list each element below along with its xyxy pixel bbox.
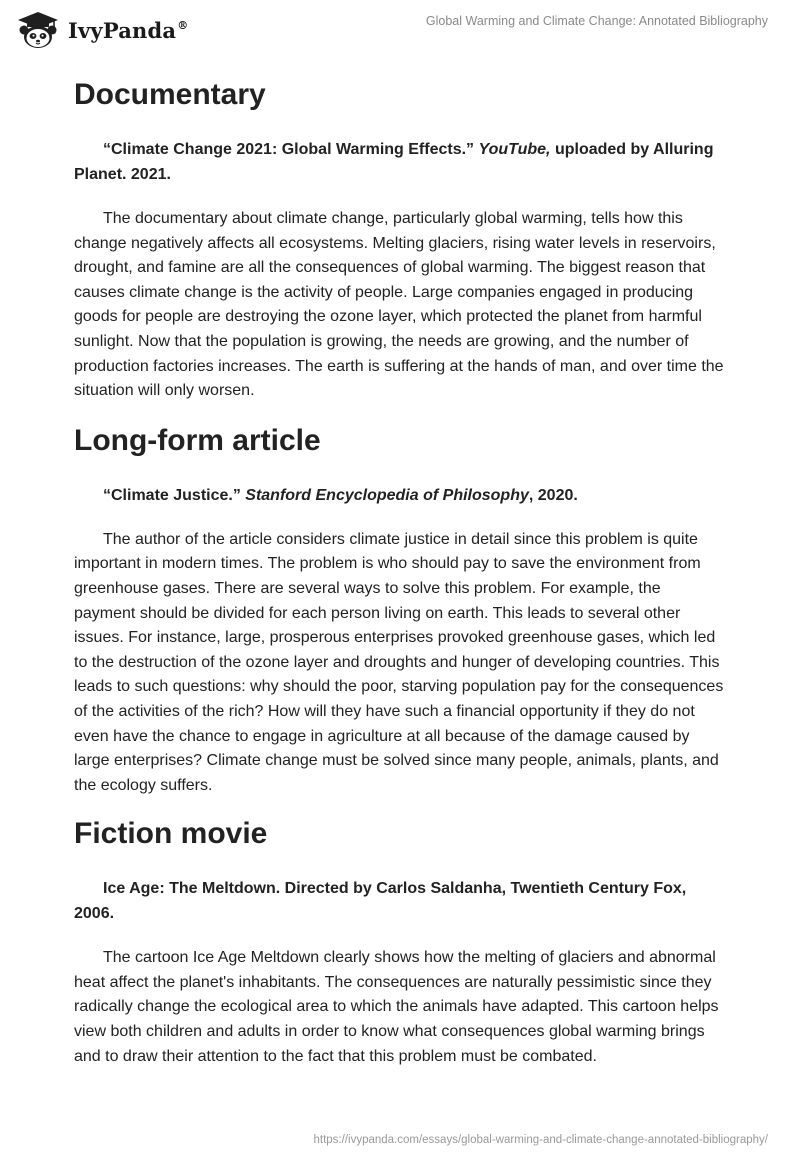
page-header (0, 0, 800, 62)
document-title: Global Warming and Climate Change: Annotated Bibliography (425, 14, 768, 28)
document-body (74, 66, 726, 1069)
section-fiction-movie (74, 811, 726, 1069)
brand-name: IvyPanda® (68, 17, 189, 43)
annotation-paragraph: The cartoon Ice Age Meltdown clearly shows how the melting of glaciers and abnormal heat affect the planet's inhabitants. The consequences are naturally pessimistic since they radically change the ecological area to which the animals have adapted. This cartoon helps view both children and adults in order to know what consequences global warming brings and to draw their attention to the fact that this problem must be combated. (74, 949, 719, 1065)
section-heading: Long-form article (74, 423, 321, 457)
panda-graduate-icon (14, 10, 62, 50)
annotation-paragraph: The author of the article considers climate justice in detail since this problem is quite important in modern times. The problem is who should pay to save the environment from greenhouse gases. There are several ways to solve this problem. For example, the payment should be divided for each person living on earth. This leads to several other issues. For instance, large, prosperous enterprises provoked greenhouse gases, which led to the destruction of the ozone layer and droughts and hunger of developing countries. This leads to such questions: why should the poor, starving population pay for the consequences of the activities of the rich? How will they have such a financial opportunity if they do not even have the chance to engage in agriculture at all because of the damage caused by large enterprises? Climate change must be solved since many people, animals, plants, and the ecology suffers. (74, 530, 724, 794)
section-long-form-article (74, 418, 726, 799)
citation: “Climate Justice.” Stanford Encyclopedia of Philosophy, 2020. (103, 486, 578, 504)
citation: “Climate Change 2021: Global Warming Effects.” YouTube, uploaded by Alluring Planet. 2021. (74, 141, 714, 183)
citation: Ice Age: The Meltdown. Directed by Carlos Saldanha, Twentieth Century Fox, 2006. (74, 880, 687, 923)
annotation-paragraph: The documentary about climate change, particularly global warming, tells how this change negatively affects all ecosystems. Melting glaciers, rising water levels in reservoirs, drought, and famine are all the consequences of global warming. The biggest reason that causes climate change is the activity of people. Large companies engaged in producing goods for people are destroying the ozone layer, which protected the planet from harmful sunlight. Now that the population is growing, the needs are growing, and the number of production factories increases. The earth is suffering at the hands of man, and over time the situation will only worsen. (74, 210, 724, 400)
ivypanda-logo[interactable] (14, 10, 188, 50)
section-heading: Documentary (74, 78, 266, 111)
source-url[interactable]: https://ivypanda.com/essays/global-warming-and-climate-change-annotated-bibliography/ (313, 1134, 768, 1146)
section-heading: Fiction movie (74, 817, 268, 851)
section-documentary (74, 72, 726, 404)
